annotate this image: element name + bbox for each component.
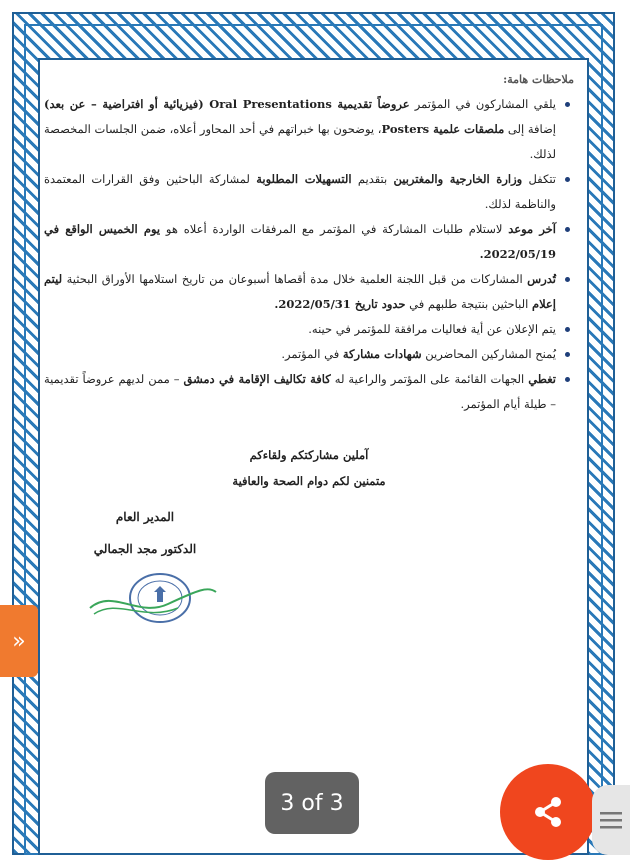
menu-icon bbox=[600, 810, 622, 830]
closing-block bbox=[44, 442, 574, 494]
note-item: تُدرس المشاركات من قبل اللجنة العلمية خلال مدة أقصاها أسبوعان من تاريخ استلامها الأوراق البحثية ليتم إعلام الباحثين بنتيجة طلبهم في حدود تاريخ 2022/05/31. bbox=[44, 267, 574, 317]
closing-line: متمنين لكم دوام الصحة والعافية bbox=[232, 474, 386, 488]
signature-name: الدكتور مجد الجمالي bbox=[93, 542, 197, 556]
closing-line: آملين مشاركتكم ولقاءكم bbox=[249, 448, 369, 462]
signature-title: المدير العام bbox=[115, 510, 175, 524]
notes-heading: ملاحظات هامة: bbox=[503, 73, 574, 86]
note-item: آخر موعد لاستلام طلبات المشاركة في المؤتمر مع المرفقات الواردة أعلاه هو يوم الخميس الواقع في 2022/05/19. bbox=[44, 217, 574, 267]
note-item: تتكفل وزارة الخارجية والمغتربين بتقديم التسهيلات المطلوبة لمشاركة الباحثين وفق القرارات المعتمدة والناظمة لذلك. bbox=[44, 167, 574, 217]
note-item: تغطي الجهات القائمة على المؤتمر والراعية له كافة تكاليف الإقامة في دمشق – ممن لديهم عروضاً تقديمية – طيلة أيام المؤتمر. bbox=[44, 367, 574, 417]
note-item: يلقي المشاركون في المؤتمر عروضاً تقديمية Oral Presentations (فيزيائية أو افتراضية – عن بعد) إضافة إلى ملصقات علمية Posters، يوضحون بها خبراتهم في أحد المحاور أعلاه، ضمن الجلسات المخصصة لذلك. bbox=[44, 92, 574, 167]
notes-list bbox=[44, 92, 574, 417]
notes-section bbox=[44, 70, 574, 417]
page-indicator bbox=[265, 772, 359, 834]
note-item: يُمنح المشاركين المحاضرين شهادات مشاركة في المؤتمر. bbox=[44, 342, 574, 367]
share-icon bbox=[531, 795, 565, 829]
double-chevron-right-icon: » bbox=[12, 628, 26, 654]
note-item: يتم الإعلان عن أية فعاليات مرافقة للمؤتمر في حينه. bbox=[44, 317, 574, 342]
official-stamp bbox=[88, 568, 218, 626]
menu-button[interactable] bbox=[592, 785, 630, 855]
expand-sidebar-button[interactable] bbox=[0, 605, 38, 677]
share-button[interactable] bbox=[500, 764, 596, 860]
page-indicator-text: 3 of 3 bbox=[280, 790, 344, 816]
